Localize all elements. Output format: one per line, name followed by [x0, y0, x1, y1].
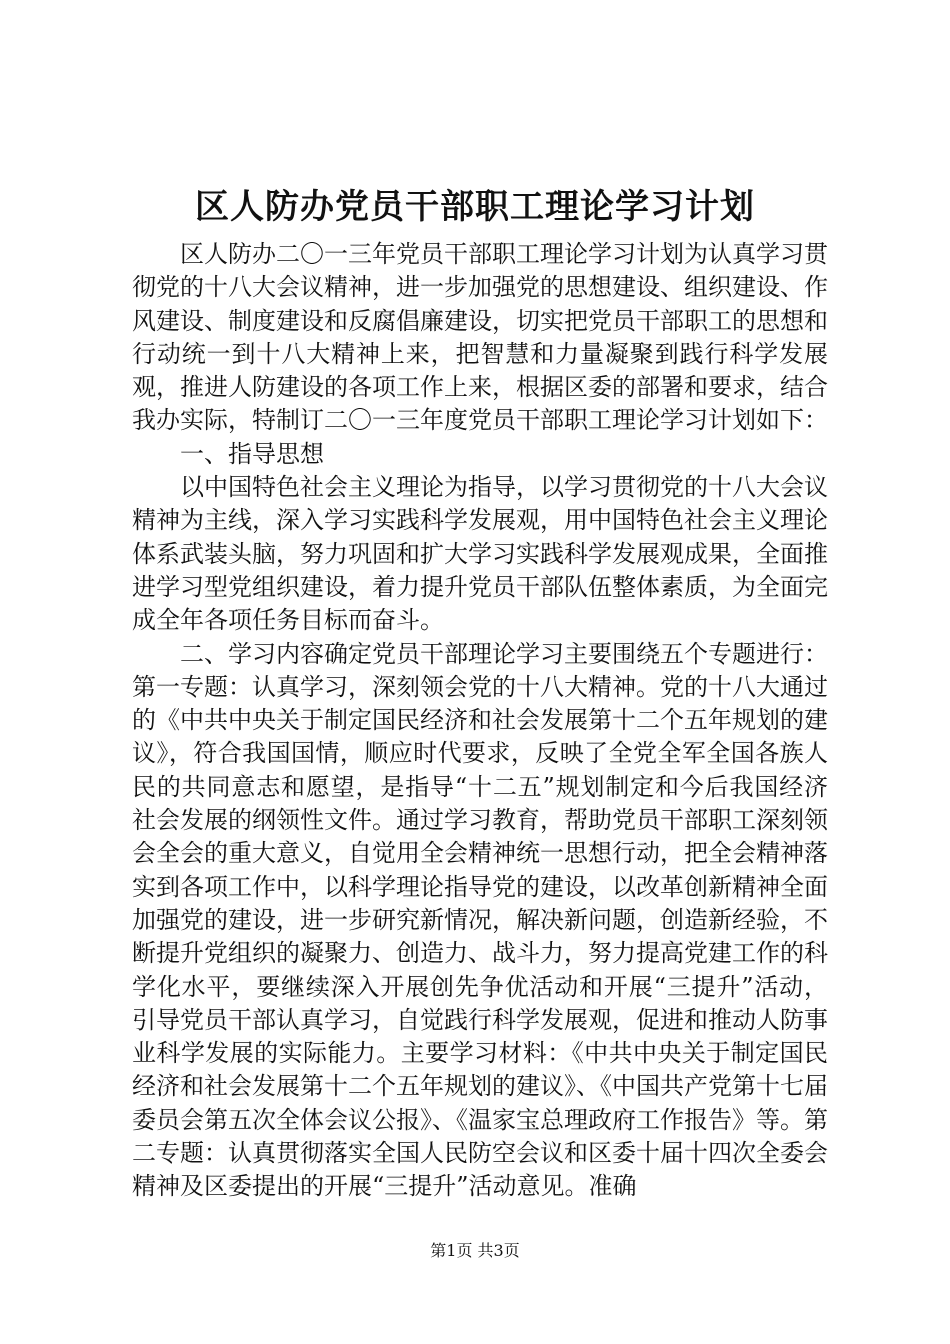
section-heading-guiding-ideology: 一、指导思想 — [180, 439, 324, 468]
intro-paragraph: 区人防办二〇一三年党员干部职工理论学习计划为认真学习贯彻党的十八大会议精神，进一步加强党的思想建设、组织建设、作风建设、制度建设和反腐倡廉建设，切实把党员干部职工的思想和行动统一到十八大精神上来，把智慧和力量凝聚到践行科学发展观，推进人防建设的各项工作上来，根据区委的部署和要求，结合我办实际，特制订二〇一三年度党员干部职工理论学习计划如下： — [132, 240, 828, 435]
page-footer: 第1页 共3页 — [430, 1241, 520, 1260]
study-content-paragraph: 二、学习内容确定党员干部理论学习主要围绕五个专题进行：第一专题：认真学习，深刻领会党的十八大精神。党的十八大通过的《中共中央关于制定国民经济和社会发展第十二个五年规划的建议》，符合我国国情，顺应时代要求，反映了全党全军全国各族人民的共同意志和愿望，是指导“十二五”规划制定和今后我国经济社会发展的纲领性文件。通过学习教育，帮助党员干部职工深刻领会全会的重大意义，自觉用全会精神统一思想行动，把全会精神落实到各项工作中，以科学理论指导党的建设，以改革创新精神全面加强党的建设，进一步研究新情况，解决新问题，创造新经验，不断提升党组织的凝聚力、创造力、战斗力，努力提高党建工作的科学化水平，要继续深入开展创先争优活动和开展“三提升”活动，引导党员干部认真学习，自觉践行科学发展观，促进和推动人防事业科学发展的实际能力。主要学习材料：《中共中央关于制定国民经济和社会发展第十二个五年规划的建议》、《中国共产党第十七届委员会第五次全体会议公报》、《温家宝总理政府工作报告》等。第二专题：认真贯彻落实全国人民防空会议和区委十届十四次全委会精神及区委提出的开展“三提升”活动意见。准确 — [132, 639, 828, 1201]
document-title: 区人防办党员干部职工理论学习计划 — [195, 187, 755, 227]
document-body — [132, 238, 828, 1204]
guiding-ideology-paragraph: 以中国特色社会主义理论为指导，以学习贯彻党的十八大会议精神为主线，深入学习实践科学发展观，用中国特色社会主义理论体系武装头脑，努力巩固和扩大学习实践科学发展观成果，全面推进学习型党组织建设，着力提升党员干部队伍整体素质，为全面完成全年各项任务目标而奋斗。 — [132, 473, 828, 635]
